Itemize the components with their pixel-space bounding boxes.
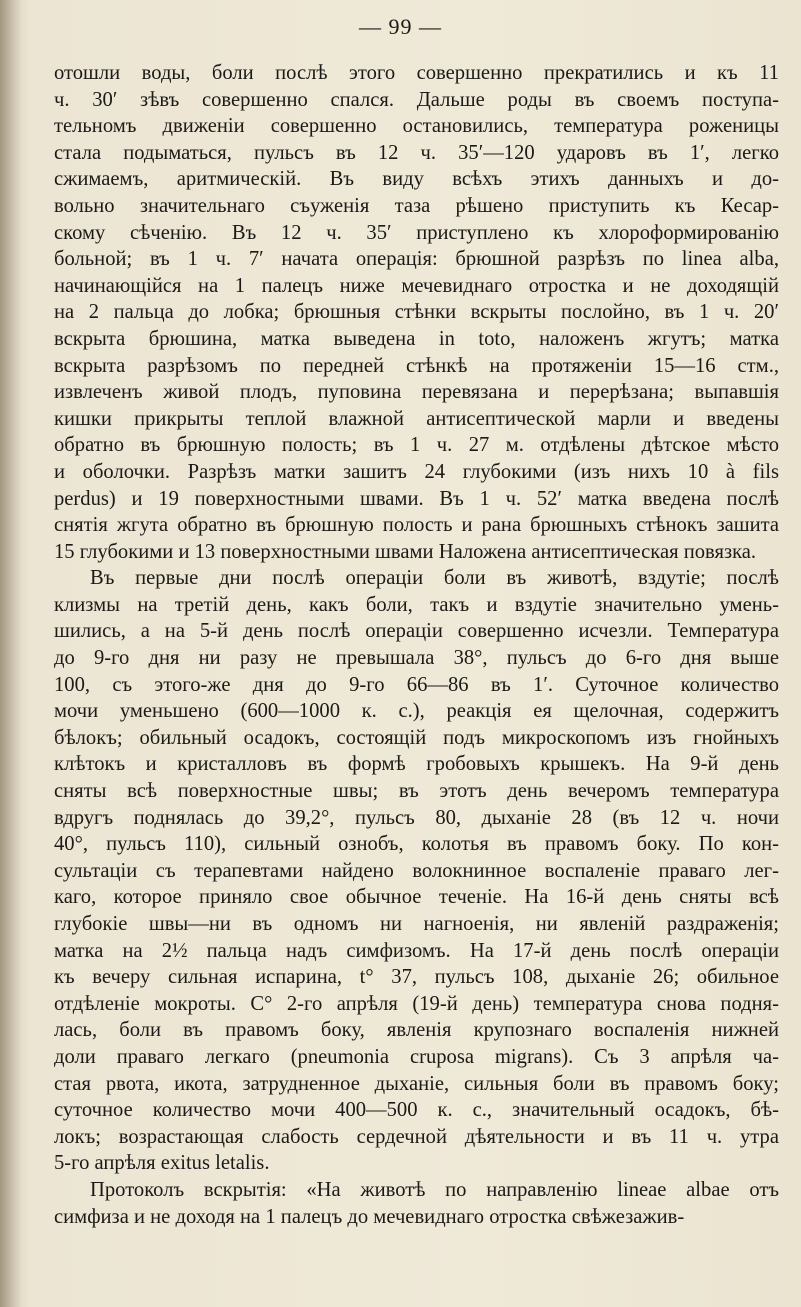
text-line: сняты всѣ поверхностные швы; въ этотъ день вечеромъ температура [54, 780, 779, 803]
text-line: сультаціи съ терапевтами найдено волокнинное воспаленіе праваго лег- [54, 859, 779, 882]
text-line: къ вечеру сильная испарина, t° 37, пульсъ 108, дыханіе 26; обильное [54, 966, 779, 989]
text-line: стая рвота, икота, затрудненное дыханіе, сильныя боли въ правомъ боку; [54, 1072, 779, 1095]
text-line: суточное количество мочи 400—500 к. с., значительный осадокъ, бѣ- [54, 1099, 779, 1122]
text-line: скому сѣченію. Въ 12 ч. 35′ приступлено къ хлороформированію [54, 221, 779, 244]
paragraph-1 [54, 60, 779, 565]
text-line: симфиза и не доходя на 1 палецъ до мечевиднаго отростка свѣжезажив- [54, 1205, 685, 1228]
text-line: кишки прикрыты теплой влажной антисептической марли и введены [54, 407, 779, 430]
text-line: локъ; возрастающая слабость сердечной дѣятельности и въ 11 ч. утра [54, 1125, 779, 1148]
spine-shadow [0, 0, 22, 1307]
text-line: perdus) и 19 поверхностными швами. Въ 1 ч. 52′ матка введена послѣ [54, 487, 779, 510]
text-line: шились, а на 5-й день послѣ операціи совершенно исчезли. Температура [54, 620, 779, 643]
text-line: снятія жгута обратно въ брюшную полость и рана брюшныхъ стѣнокъ зашита [54, 514, 779, 537]
paragraph-3 [54, 1177, 779, 1230]
text-line: Протоколъ вскрытія: «На животѣ по направленію lineae albae отъ [90, 1178, 779, 1201]
text-line: на 2 пальца до лобка; брюшныя стѣнки вскрыты послойно, въ 1 ч. 20′ [54, 301, 779, 324]
text-line: сжимаемъ, аритмическій. Въ виду всѣхъ этихъ данныхъ и до- [54, 168, 779, 191]
text-line: 15 глубокими и 13 поверхностными швами Наложена антисептическая повязка. [54, 540, 757, 563]
text-line: клизмы на третій день, какъ боли, такъ и вздутіе значительно умень- [54, 593, 779, 616]
text-line: 40°, пульсъ 110), сильный ознобъ, колотья въ правомъ боку. По кон- [54, 833, 779, 856]
text-line: вольно значительнаго съуженія таза рѣшено приступить къ Кесар- [54, 194, 779, 217]
page-number: — 99 — [359, 14, 442, 39]
text-line: Въ первые дни послѣ операціи боли въ животѣ, вздутіе; послѣ [90, 567, 779, 590]
text-line: 5-го апрѣля exitus letalis. [54, 1152, 270, 1175]
text-line: каго, которое приняло свое обычное теченіе. На 16-й день сняты всѣ [54, 886, 779, 909]
text-line: вскрыта разрѣзомъ по передней стѣнкѣ на протяженіи 15—16 стм., [54, 354, 779, 377]
text-line: бѣлокъ; обильный осадокъ, состоящій подъ микроскопомъ изъ гнойныхъ [54, 726, 779, 749]
body-text [54, 60, 779, 1230]
text-line: глубокіе швы—ни въ одномъ ни нагноенія, ни явленій раздраженія; [54, 913, 779, 935]
text-line: доли праваго легкаго (pneumonia cruposa migrans). Съ 3 апрѣля ча- [54, 1045, 779, 1068]
text-line: ч. 30′ зѣвъ совершенно спался. Дальше роды въ своемъ поступа- [54, 88, 779, 111]
text-line: и оболочки. Разрѣзъ матки зашитъ 24 глубокими (изъ нихъ 10 à fils [54, 460, 779, 483]
text-line: тельномъ движеніи совершенно остановились, температура роженицы [54, 115, 779, 138]
text-line: до 9-го дня ни разу не превышала 38°, пульсъ до 6-го дня выше [54, 647, 779, 670]
text-line: больной; въ 1 ч. 7′ начата операція: брюшной разрѣзъ по linea alba, [54, 248, 779, 271]
text-line: матка на 2½ пальца надъ симфизомъ. На 17-й день послѣ операціи [54, 939, 779, 962]
text-line: вдругъ поднялась до 39,2°, пульсъ 80, дыханіе 28 (въ 12 ч. ночи [54, 806, 779, 829]
paragraph-2 [54, 565, 779, 1177]
text-line: лась, боли въ правомъ боку, явленія крупознаго воспаленія нижней [54, 1019, 779, 1042]
text-line: извлеченъ живой плодъ, пуповина перевязана и перерѣзана; выпавшія [54, 381, 779, 404]
text-line: отдѣленіе мокроты. С° 2-го апрѣля (19-й день) температура снова подня- [54, 992, 779, 1015]
text-line: вскрыта брюшина, матка выведена in toto, наложенъ жгутъ; матка [54, 327, 779, 350]
text-line: мочи уменьшено (600—1000 к. с.), реакція ея щелочная, содержитъ [54, 700, 779, 723]
text-line: стала подыматься, пульсъ въ 12 ч. 35′—120 ударовъ въ 1′, легко [54, 141, 779, 164]
text-line: обратно въ брюшную полость; въ 1 ч. 27 м. отдѣлены дѣтское мѣсто [54, 434, 779, 457]
text-line: начинающійся на 1 палецъ ниже мечевиднаго отростка и не доходящій [54, 274, 779, 297]
text-line: 100, съ этого-же дня до 9-го 66—86 въ 1′. Суточное количество [54, 673, 779, 696]
text-line: клѣтокъ и кристалловъ въ формѣ гробовыхъ крышекъ. На 9-й день [54, 753, 779, 776]
text-line: отошли воды, боли послѣ этого совершенно прекратились и къ 11 [54, 62, 779, 84]
